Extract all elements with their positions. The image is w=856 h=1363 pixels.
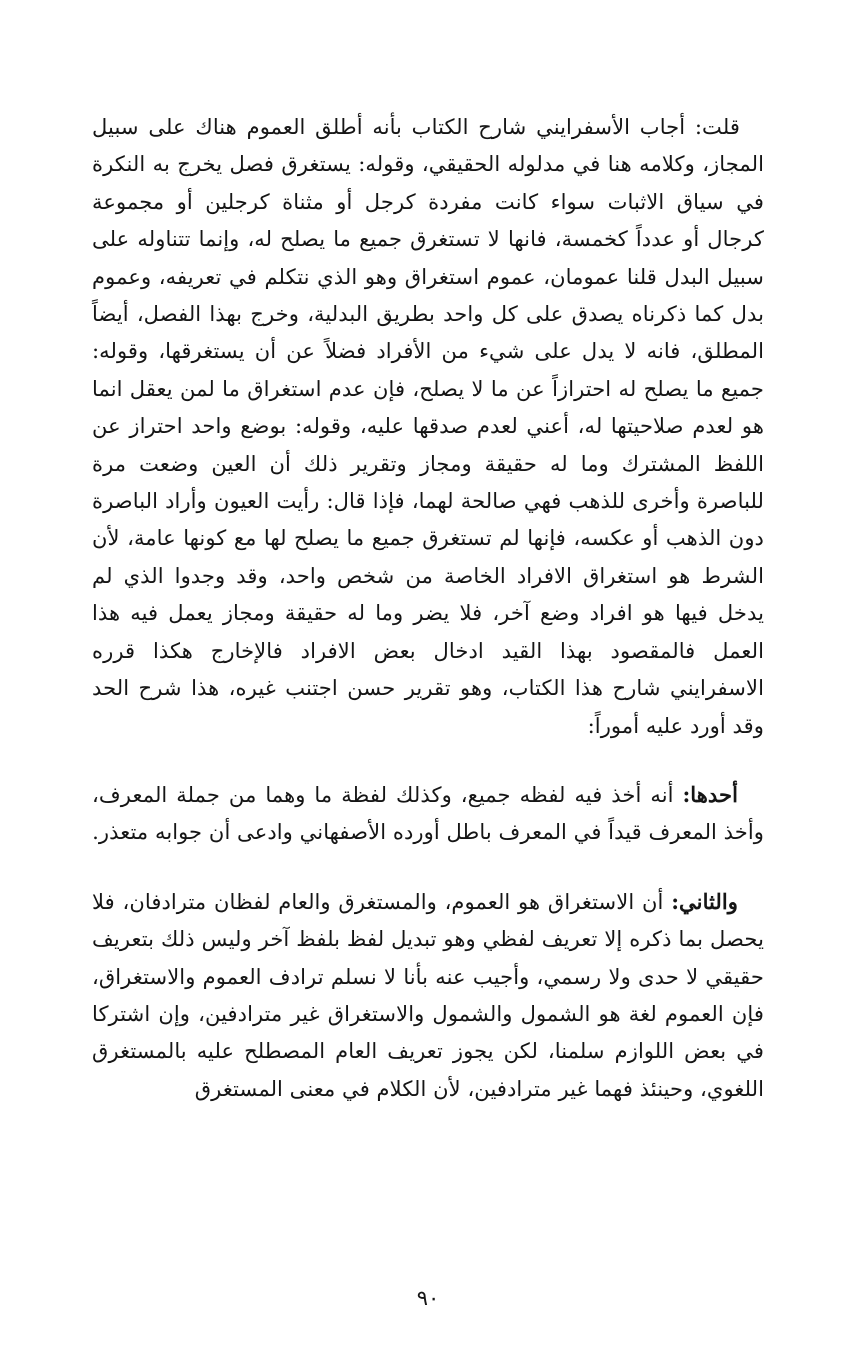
paragraph-3-lead: والثاني:	[671, 888, 738, 914]
paragraph-1-text: قلت: أجاب الأسفرايني شارح الكتاب بأنه أطلق العموم هناك على سبيل المجاز، وكلامه هنا في مدلوله الحقيقي، وقوله: يستغرق فصل يخرج به النكرة في سياق الاثبات سواء كانت مفردة كرجل أو مثناة كرجلين أو مجموعة كرجال أو عدداً كخمسة، فانها لا تستغرق جميع ما يصلح له، وإنما تتناوله على سبيل البدل قلنا عمومان، عموم استغراق وهو الذي نتكلم في تعريفه، وعموم بدل كما ذكرناه يصدق على كل واحد بطريق البدلية، وخرج بهذا الفصل، أيضاً المطلق، فانه لا يدل على شيء من الأفراد فضلاً عن أن يستغرقها، وقوله: جميع ما يصلح له احترازاً عن ما لا يصلح، فإن عدم استغراق ما لمن يعقل انما هو لعدم صلاحيتها له، أعني لعدم صدقها عليه، وقوله: بوضع واحد احتراز عن اللفظ المشترك وما له حقيقة ومجاز وتقرير ذلك أن العين وضعت مرة للباصرة وأخرى للذهب فهي صالحة لهما، فإذا قال: رأيت العيون وأراد الباصرة دون الذهب أو عكسه، فإنها لم تستغرق جميع ما يصلح لها مع كونها عامة، لأن الشرط هو استغراق الافراد الخاصة من شخص واحد، وقد وجدوا الذي لم يدخل فيها هو افراد وضع آخر، فلا يضر وما له حقيقة ومجاز يعمل فيه هذا العمل فالمقصود بهذا القيد ادخال بعض الافراد فالإخارج هكذا قرره الاسفرايني شارح هذا الكتاب، وهو تقرير حسن اجتنب غيره، هذا شرح الحد وقد أورد عليه أموراً:	[92, 114, 764, 738]
paragraph-2-text: أنه أخذ فيه لفظه جميع، وكذلك لفظة ما وهما من جملة المعرف، وأخذ المعرف قيداً في المعرف باطل أورده الأصفهاني وادعى أن جوابه متعذر.	[92, 781, 764, 845]
paragraph-1	[92, 108, 764, 744]
paragraph-3-text: أن الاستغراق هو العموم، والمستغرق والعام لفظان مترادفان، فلا يحصل بما ذكره إلا تعريف لفظي وهو تبديل لفظ بلفظ آخر وليس ذلك بتعريف حقيقي لا حدى ولا رسمي، وأجيب عنه بأنا لا نسلم ترادف العموم والاستغراق، فإن العموم لغة هو الشمول والشمول والاستغراق غير مترادفين، وإن اشتركا في بعض اللوازم سلمنا، لكن يجوز تعريف العام المصطلح عليه بالمستغرق اللغوي، وحينئذ فهما غير مترادفين، لأن الكلام في معنى المستغرق	[92, 888, 764, 1101]
page-body	[92, 108, 764, 1107]
paragraph-3	[92, 883, 764, 1107]
page-number: ٩٠	[416, 1286, 440, 1310]
paragraph-2	[92, 776, 764, 851]
paragraph-2-lead: أحدها:	[682, 781, 738, 807]
